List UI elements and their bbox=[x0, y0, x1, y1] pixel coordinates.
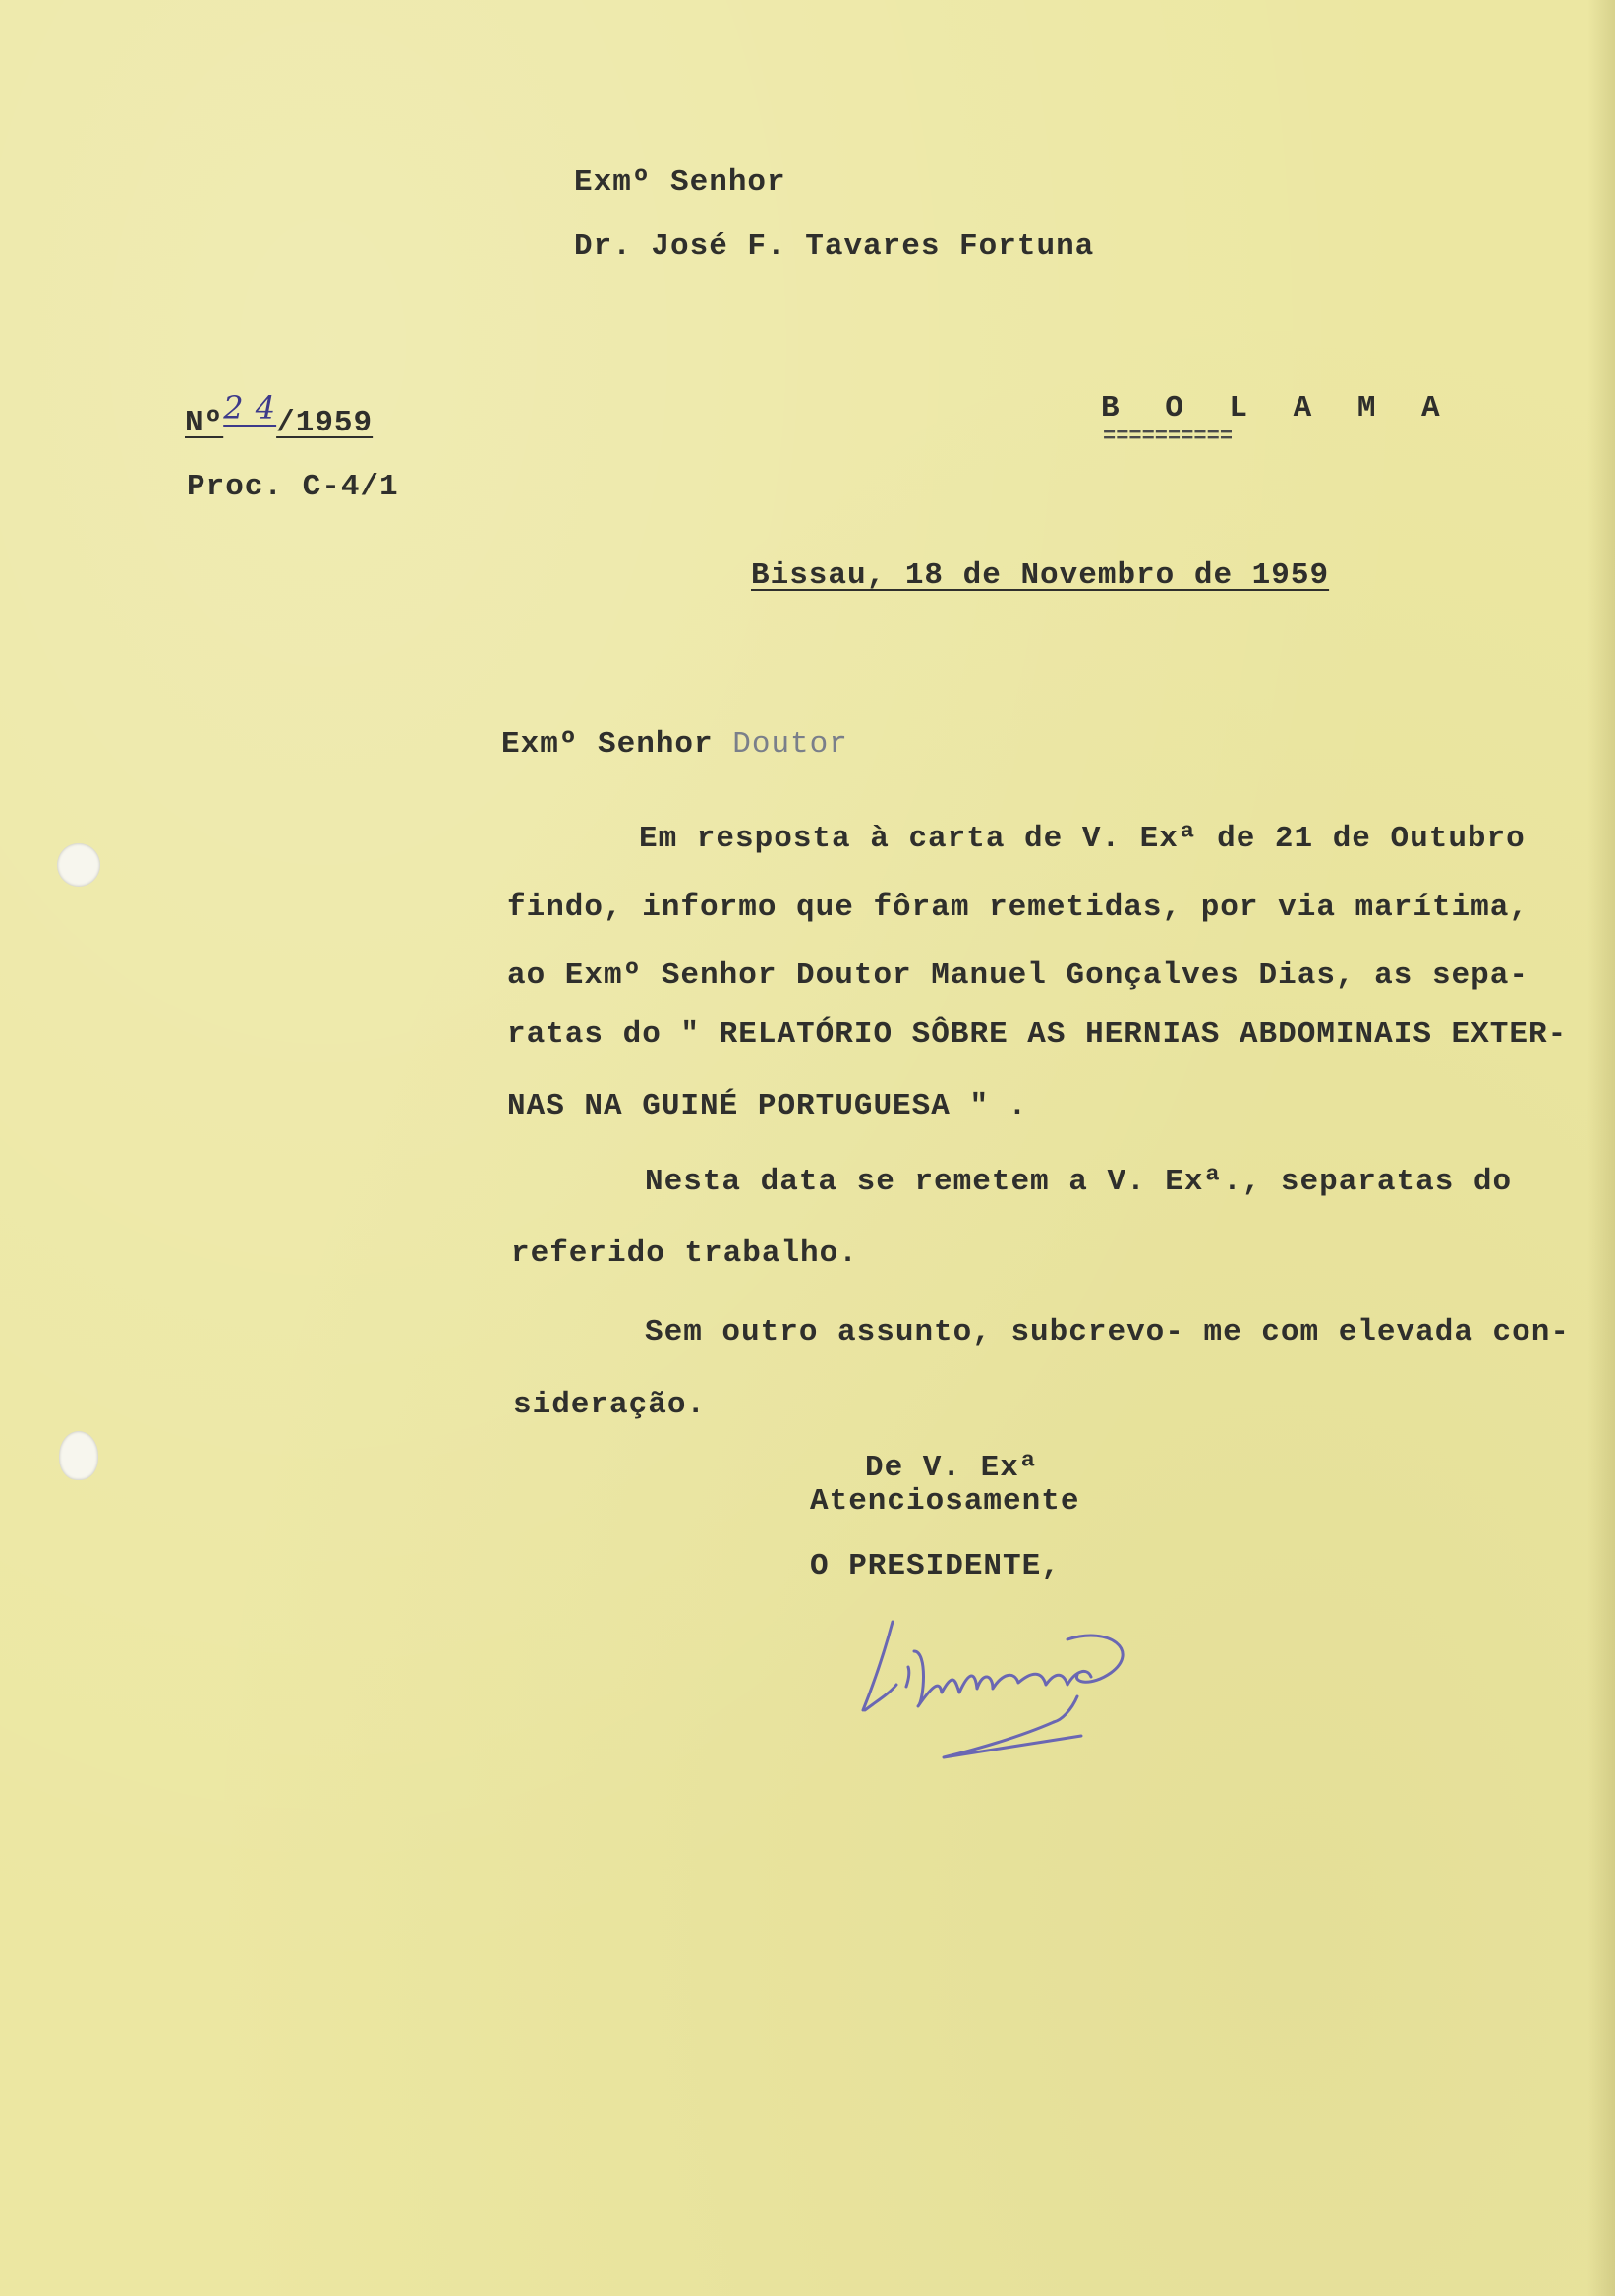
addressee-city-underline: ========== bbox=[1103, 425, 1234, 449]
closing-line2: Atenciosamente bbox=[810, 1484, 1080, 1519]
closing-title: O PRESIDENTE, bbox=[810, 1549, 1061, 1583]
date-line: Bissau, 18 de Novembro de 1959 bbox=[751, 558, 1330, 593]
closing-line1: De V. Exª bbox=[865, 1451, 1039, 1485]
reference-number-prefix: Nº bbox=[185, 406, 224, 440]
body-p1-line5: NAS NA GUINÉ PORTUGUESA " . bbox=[507, 1089, 1028, 1123]
reference-number-year: /1959 bbox=[276, 406, 374, 440]
reference-number-handwritten: 2 4 bbox=[223, 389, 277, 427]
greeting bbox=[501, 727, 848, 762]
addressee-salutation: Exmº Senhor bbox=[574, 165, 786, 200]
greeting-faint: Doutor bbox=[732, 727, 848, 762]
body-p3-line2: sideração. bbox=[513, 1388, 707, 1422]
body-p3-line1: Sem outro assunto, subcrevo- me com elevada con- bbox=[645, 1315, 1570, 1349]
greeting-typed: Exmº Senhor bbox=[501, 727, 714, 762]
reference-number bbox=[185, 389, 374, 440]
punch-hole-bottom bbox=[59, 1431, 98, 1480]
body-p2-line2: referido trabalho. bbox=[511, 1236, 858, 1271]
punch-hole-top bbox=[57, 843, 100, 887]
body-p1-line4: ratas do " RELATÓRIO SÔBRE AS HERNIAS ABDOMINAIS EXTER- bbox=[507, 1017, 1568, 1052]
body-p1-line2: findo, informo que fôram remetidas, por via marítima, bbox=[507, 890, 1528, 925]
page-edge-shadow bbox=[1587, 0, 1615, 2296]
signature-scribble bbox=[845, 1612, 1258, 1789]
process-number: Proc. C-4/1 bbox=[187, 470, 399, 504]
addressee-city: B O L A M A bbox=[1101, 391, 1454, 426]
addressee-name: Dr. José F. Tavares Fortuna bbox=[574, 229, 1095, 263]
body-p1-line1: Em resposta à carta de V. Exª de 21 de Outubro bbox=[639, 822, 1526, 856]
body-p1-line3: ao Exmº Senhor Doutor Manuel Gonçalves Dias, as sepa- bbox=[507, 958, 1528, 993]
body-p2-line1: Nesta data se remetem a V. Exª., separatas do bbox=[645, 1165, 1513, 1199]
